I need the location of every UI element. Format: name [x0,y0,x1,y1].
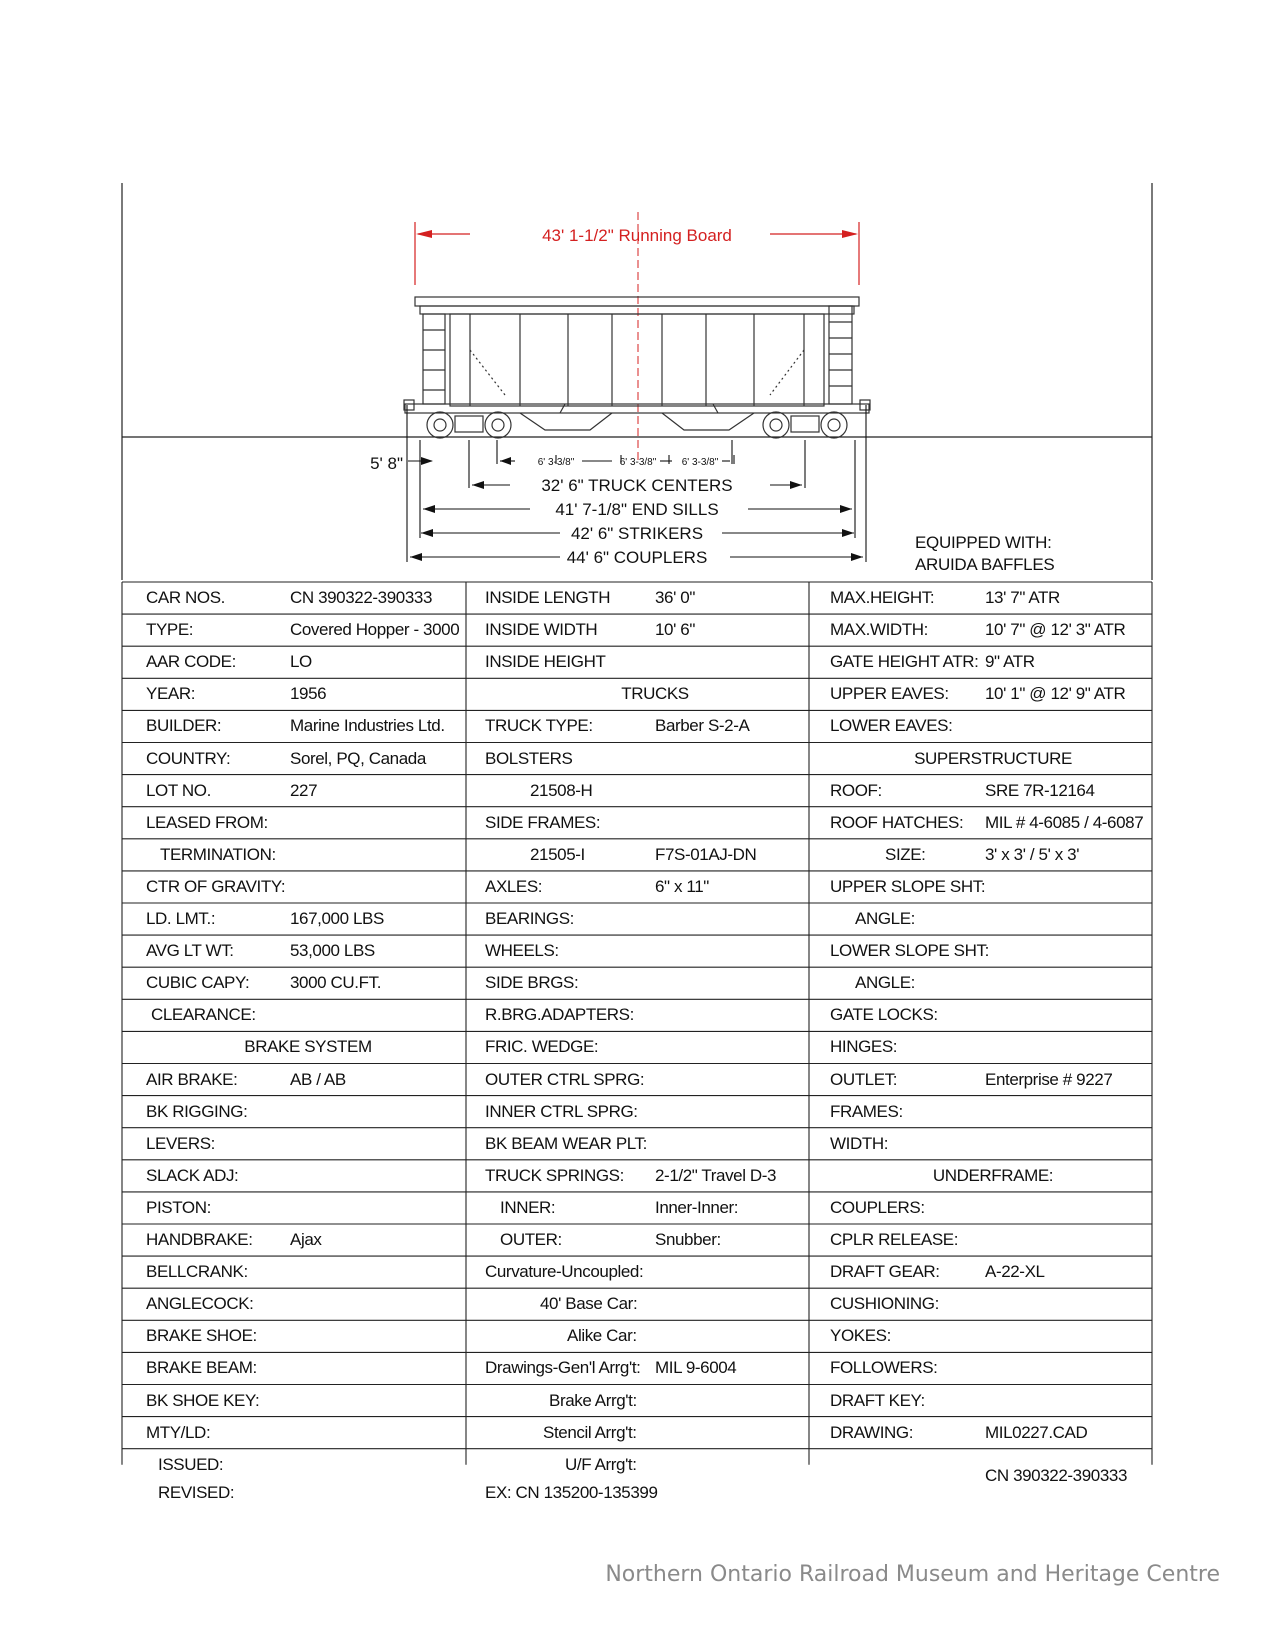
col2-label: INSIDE HEIGHT [485,652,606,672]
col3-label: MAX.HEIGHT: [830,588,935,607]
end-sills-label: 41' 7-1/8" END SILLS [555,500,719,519]
col2-label: BK BEAM WEAR PLT: [485,1133,647,1153]
col1-label: CAR NOS. [146,588,225,607]
col3-label: LOWER EAVES: [830,716,953,736]
col3-label: UNDERFRAME: [932,1165,1054,1185]
col3-label: DRAWING: [830,1422,914,1442]
col2-label: AXLES: [485,876,543,896]
col2-label: SIDE BRGS: [485,973,579,993]
col3-label: FOLLOWERS: [830,1358,938,1378]
col2-label: BOLSTERS [485,748,573,768]
col1-value: LO [290,652,312,672]
col1-label: BRAKE SHOE: [146,1326,257,1346]
col3-label: WIDTH: [830,1133,889,1153]
col1-label: PISTON: [146,1197,211,1217]
col3-value: 13' 7" ATR [985,588,1060,607]
col1-label: TYPE: [146,620,194,640]
col2-label: R.BRG.ADAPTERS: [485,1005,634,1025]
col2-label: EX: CN 135200-135399 [485,1482,658,1502]
col3-value: 10' 7" @ 12' 3" ATR [985,620,1126,640]
col3-label: UPPER SLOPE SHT: [830,876,986,896]
col2-label: INNER: [500,1197,556,1217]
col1-label: MTY/LD: [146,1422,211,1442]
col2-label: Stencil Arrg't: [543,1422,637,1442]
col1-label: ISSUED: [158,1454,224,1474]
col2-label: TRUCK TYPE: [485,716,593,736]
col2-label: 21508-H [530,780,593,800]
col1-label: TERMINATION: [160,844,276,864]
col2-label: Brake Arrg't: [549,1390,637,1410]
col2-label: INNER CTRL SPRG: [485,1101,638,1121]
col2-label: Curvature-Uncoupled: [485,1262,644,1282]
col2-value: 6" x 11" [655,876,709,896]
col3-value: A-22-XL [985,1262,1045,1282]
col2-label: INSIDE LENGTH [485,588,611,607]
col3-label: SIZE: [885,844,926,864]
col3-label: LOWER SLOPE SHT: [830,941,989,961]
col3-label: CPLR RELEASE: [830,1230,959,1249]
strikers-label: 42' 6" STRIKERS [570,524,704,543]
col1-label: BRAKE BEAM: [146,1358,257,1378]
col1-label: CTR OF GRAVITY: [146,876,286,896]
col1-label: YEAR: [146,684,196,704]
col1-label: BELLCRANK: [146,1262,248,1282]
col3-label: GATE HEIGHT ATR: [830,652,979,672]
col2-label: Alike Car: [567,1326,637,1346]
col3-label: GATE LOCKS: [830,1005,938,1025]
col3-value: Enterprise # 9227 [985,1069,1113,1089]
col2-value: MIL 9-6004 [655,1358,737,1378]
col3-label: CUSHIONING: [830,1294,939,1314]
col2-label: INSIDE WIDTH [485,620,598,640]
col1-label: ANGLECOCK: [146,1294,254,1314]
col3-value: SRE 7R-12164 [985,780,1095,800]
col3-label: ANGLE: [855,909,915,928]
col1-value: 167,000 LBS [290,909,384,928]
col2-value: Snubber: [655,1230,721,1249]
col3-label: YOKES: [830,1326,891,1346]
col1-value: AB / AB [290,1069,346,1089]
col3-label: ROOF: [830,780,882,800]
col1-value: 53,000 LBS [290,941,375,961]
col3-label: UPPER EAVES: [830,684,949,704]
col1-label: LEVERS: [146,1133,216,1153]
col2-label: OUTER CTRL SPRG: [485,1069,645,1089]
col1-value: 1956 [290,684,327,704]
col3-value: 9" ATR [985,652,1035,672]
col3-label: HINGES: [830,1037,898,1057]
col1-label: AIR BRAKE: [146,1069,238,1089]
col3-label: ANGLE: [855,973,915,993]
col1-label: LD. LMT.: [146,909,216,928]
col1-label: BRAKE SYSTEM [244,1037,372,1057]
col1-label: AVG LT WT: [146,941,234,961]
equipped-line-1: EQUIPPED WITH: [915,533,1052,552]
col1-value: Ajax [290,1230,322,1249]
col3-label: COUPLERS: [830,1197,925,1217]
col1-value: 3000 CU.FT. [290,973,382,993]
col2-label: FRIC. WEDGE: [485,1037,599,1057]
col2-value: 2-1/2" Travel D-3 [655,1165,777,1185]
col3-label: CN 390322-390333 [985,1465,1127,1485]
col2-value: F7S-01AJ-DN [655,844,757,864]
segment-2-label: 6' 3-3/8" [619,457,657,468]
col3-label: MAX.WIDTH: [830,620,928,640]
col1-value: Marine Industries Ltd. [290,716,445,736]
col2-label: U/F Arrg't: [565,1454,637,1474]
col3-value: MIL0227.CAD [985,1422,1088,1442]
col1-label: REVISED: [158,1482,235,1502]
equipped-line-2: ARUIDA BAFFLES [915,555,1055,574]
col2-label: 21505-I [530,844,585,864]
col1-label: CUBIC CAPY: [146,973,250,993]
col2-label: TRUCK SPRINGS: [485,1165,624,1185]
height-label: 5' 8" [370,454,403,473]
col1-label: BUILDER: [146,716,222,736]
running-board-label: 43' 1-1/2" Running Board [542,226,732,245]
col3-label: FRAMES: [830,1101,903,1121]
col3-label: SUPERSTRUCTURE [914,748,1072,768]
segment-1-label: 6' 3-3/8" [537,457,575,468]
museum-credit: Northern Ontario Railroad Museum and Heritage Centre [605,1562,1220,1587]
col2-label: SIDE FRAMES: [485,812,601,832]
col3-label: DRAFT GEAR: [830,1262,940,1282]
col1-label: COUNTRY: [146,748,231,768]
col3-value: 3' x 3' / 5' x 3' [985,844,1080,864]
col3-value: 10' 1" @ 12' 9" ATR [985,684,1126,704]
col1-label: SLACK ADJ: [146,1165,239,1185]
col2-label: 40' Base Car: [540,1294,638,1314]
col1-value: 227 [290,780,318,800]
col1-label: BK RIGGING: [146,1101,248,1121]
col1-label: AAR CODE: [146,652,236,672]
segment-3-label: 6' 3-3/8" [681,457,719,468]
col3-label: OUTLET: [830,1069,898,1089]
col2-value: Barber S-2-A [655,716,750,736]
col1-value: Covered Hopper - 3000 [290,620,460,640]
col3-value: MIL # 4-6085 / 4-6087 [985,812,1144,832]
col2-value: Inner-Inner: [655,1197,739,1217]
truck-centers-label: 32' 6" TRUCK CENTERS [541,476,733,495]
col2-value: 10' 6" [655,620,695,640]
col2-label: Drawings-Gen'l Arrg't: [485,1358,641,1378]
col1-value: CN 390322-390333 [290,588,432,607]
col3-label: ROOF HATCHES: [830,812,964,832]
col1-label: BK SHOE KEY: [146,1390,260,1410]
col2-label: TRUCKS [621,684,689,704]
couplers-label: 44' 6" COUPLERS [566,548,708,567]
col1-label: CLEARANCE: [151,1005,256,1025]
col2-label: WHEELS: [485,941,559,961]
col3-label: DRAFT KEY: [830,1390,925,1410]
col2-label: BEARINGS: [485,909,574,928]
col2-label: OUTER: [500,1230,562,1249]
col1-label: LEASED FROM: [146,812,268,832]
col1-label: HANDBRAKE: [146,1230,253,1249]
col1-value: Sorel, PQ, Canada [290,748,426,768]
col2-value: 36' 0" [655,588,695,607]
col1-label: LOT NO. [146,780,211,800]
